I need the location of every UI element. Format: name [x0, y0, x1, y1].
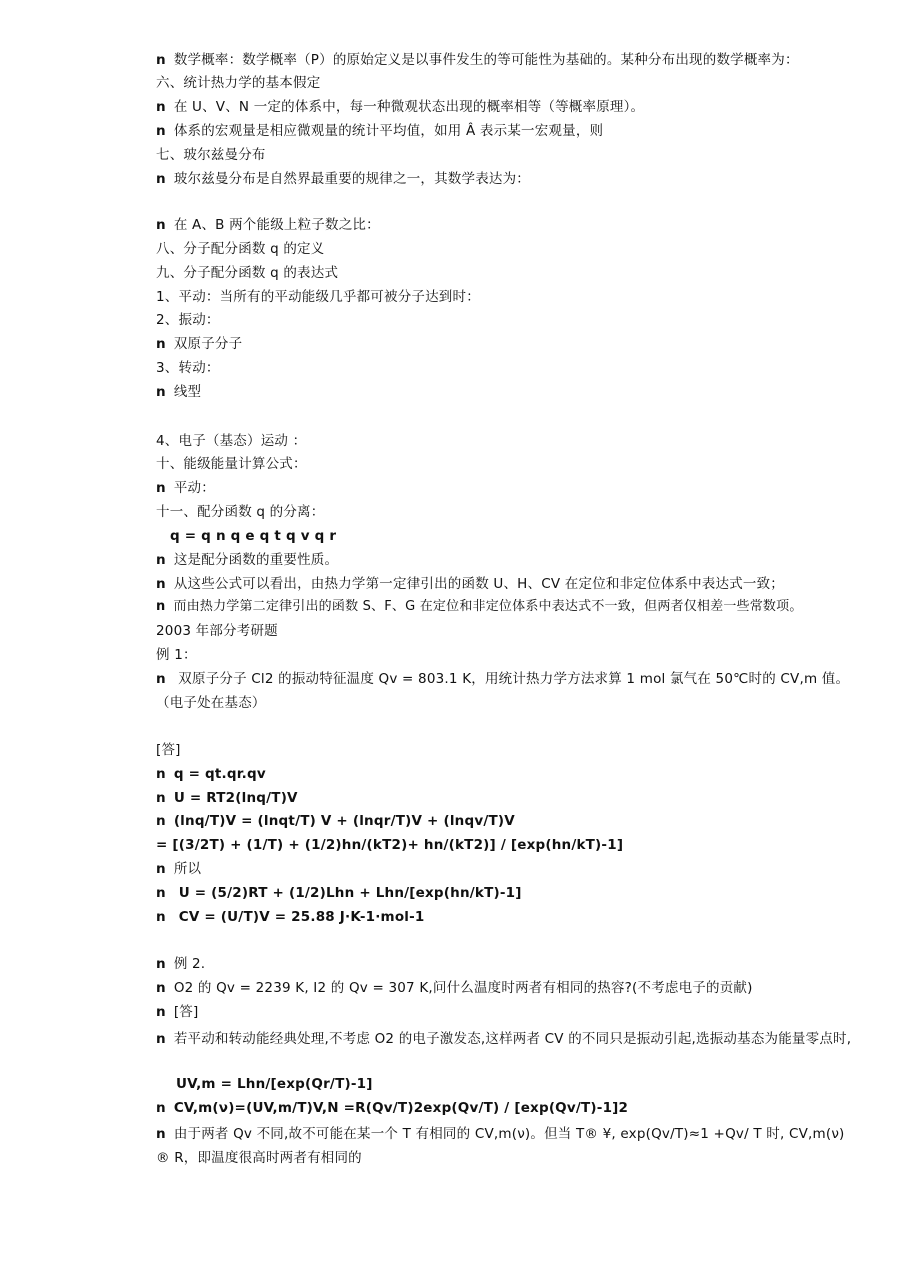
text-line: [156, 335, 856, 353]
bullet-marker: n: [156, 217, 166, 233]
bullet-marker: n: [156, 1004, 166, 1020]
line-text: UV,m = Lhn/[exp(Qr/T)-1]: [176, 1076, 373, 1092]
line-text: 3、转动：: [156, 360, 220, 376]
bullet-marker: n: [156, 813, 166, 829]
line-text: 十、能级能量计算公式：: [156, 456, 307, 472]
bullet-marker: n: [156, 552, 166, 568]
line-text: 1、平动：当所有的平动能级几乎都可被分子达到时：: [156, 289, 480, 305]
text-line: [156, 216, 856, 234]
line-text: O2 的 Qv = 2239 K, I2 的 Qv = 307 K,问什么温度时两者有相同的热容?(不考虑电子的贡献): [173, 980, 753, 996]
bullet-marker: n: [156, 980, 166, 996]
text-line: [156, 551, 856, 569]
line-text: 例 1：: [156, 647, 197, 663]
line-text: 所以: [173, 861, 202, 877]
line-text: [答]: [156, 742, 181, 758]
answer-label: [156, 1003, 856, 1021]
line-text: q = qt.qr.qv: [173, 766, 266, 782]
bullet-marker: n: [156, 99, 166, 115]
bullet-marker: n: [156, 766, 166, 782]
formula-line: [156, 1099, 856, 1117]
line-text: (lnq/T)V = (lnqt/T) V + (lnqr/T)V + (lnqv/T)V: [173, 813, 515, 829]
text-line: [156, 122, 856, 140]
text-line: [156, 694, 856, 712]
line-text: 数学概率：数学概率（P）的原始定义是以事件发生的等可能性为基础的。某种分布出现的数学概率为：: [173, 52, 799, 68]
line-text: （电子处在基态）: [156, 695, 266, 711]
formula-line: [176, 1075, 876, 1093]
bullet-marker: n: [156, 384, 166, 400]
bullet-marker: n: [156, 885, 166, 901]
line-text: CV,m(ν)=(UV,m/T)V,N =R(Qv/T)2exp(Qv/T) / [exp(Qv/T)-1]2: [173, 1100, 629, 1116]
text-line: [156, 98, 856, 116]
line-text: [答]: [173, 1004, 199, 1020]
subsection-heading: [156, 311, 856, 329]
formula-line: [170, 527, 870, 545]
line-text: 体系的宏观量是相应微观量的统计平均值，如用 Â 表示某一宏观量，则: [173, 123, 604, 139]
bullet-marker: n: [156, 52, 166, 68]
answer-label: [156, 741, 856, 759]
subsection-heading: [156, 359, 856, 377]
subsection-heading: [156, 432, 856, 450]
text-line: [156, 598, 856, 616]
line-text: 例 2.: [173, 956, 206, 972]
line-text: 八、分子配分函数 q 的定义: [156, 241, 325, 257]
line-text: 六、统计热力学的基本假定: [156, 75, 321, 91]
bullet-marker: n: [156, 1100, 166, 1116]
section-heading: [156, 503, 856, 521]
text-line: [156, 860, 856, 878]
section-heading: [156, 240, 856, 258]
text-line: [156, 575, 856, 593]
bullet-marker: n: [156, 336, 166, 352]
text-paragraph: [156, 1027, 856, 1051]
formula-line: [156, 765, 856, 783]
formula-line: [156, 812, 856, 830]
line-text: CV = (U/T)V = 25.88 J·K-1·mol-1: [173, 909, 425, 925]
example-heading: [156, 646, 856, 664]
line-text: 2003 年部分考研题: [156, 623, 278, 639]
formula-line: [156, 908, 856, 926]
bullet-marker: n: [156, 956, 166, 972]
line-text: 4、电子（基态）运动 ：: [156, 433, 307, 449]
section-heading: [156, 264, 856, 282]
line-text: 平动：: [173, 480, 215, 496]
line-text: 在 U、V、N 一定的体系中，每一种微观状态出现的概率相等（等概率原理）。: [173, 99, 645, 115]
formula-line: [156, 836, 856, 854]
bullet-marker: n: [156, 790, 166, 806]
line-text: 由于两者 Qv 不同,故不可能在某一个 T 有相同的 CV,m(ν)。但当 T® ¥, exp(Qv/T)≈1 +Qv/ T 时, CV,m(ν) ® R，即温度很高时两者有相同的: [156, 1126, 845, 1166]
bullet-marker: n: [156, 909, 166, 925]
bullet-marker: n: [156, 480, 166, 496]
text-line: [156, 383, 856, 401]
bullet-marker: n: [156, 671, 166, 687]
section-heading: [156, 622, 856, 640]
section-heading: [156, 74, 856, 92]
text-line: [156, 479, 856, 497]
bullet-marker: n: [156, 1031, 166, 1047]
bullet-marker: n: [156, 171, 166, 187]
line-text: 而由热力学第二定律引出的函数 S、F、G 在定位和非定位体系中表达式不一致，但两者仅相差一些常数项。: [173, 599, 803, 614]
line-text: 十一、配分函数 q 的分离：: [156, 504, 325, 520]
text-line: [156, 170, 856, 188]
text-line: [156, 51, 856, 69]
subsection-heading: [156, 288, 856, 306]
bullet-marker: n: [156, 599, 166, 614]
line-text: 双原子分子 Cl2 的振动特征温度 Qv = 803.1 K，用统计热力学方法求算 1 mol 氯气在 50℃时的 CV,m 值。: [173, 671, 850, 687]
line-text: U = (5/2)RT + (1/2)Lhn + Lhn/[exp(hn/kT)-1]: [173, 885, 522, 901]
example-heading: [156, 955, 856, 973]
text-line: [156, 670, 856, 688]
bullet-marker: n: [156, 576, 166, 592]
line-text: 从这些公式可以看出，由热力学第一定律引出的函数 U、H、CV 在定位和非定位体系中表达式一致；: [173, 576, 784, 592]
formula-line: [156, 789, 856, 807]
line-text: 若平动和转动能经典处理,不考虑 O2 的电子激发态,这样两者 CV 的不同只是振动引起,选振动基态为能量零点时,: [173, 1031, 852, 1047]
line-text: 线型: [173, 384, 202, 400]
line-text: = [(3/2T) + (1/T) + (1/2)hn/(kT2)+ hn/(kT2)] / [exp(hn/kT)-1]: [156, 837, 624, 853]
line-text: 玻尔兹曼分布是自然界最重要的规律之一，其数学表达为：: [173, 171, 531, 187]
line-text: 这是配分函数的重要性质。: [173, 552, 339, 568]
line-text: U = RT2(lnq/T)V: [173, 790, 298, 806]
bullet-marker: n: [156, 1126, 166, 1142]
line-text: 2、振动：: [156, 312, 220, 328]
line-text: 七、玻尔兹曼分布: [156, 147, 266, 163]
line-text: 双原子分子: [173, 336, 243, 352]
bullet-marker: n: [156, 861, 166, 877]
text-paragraph: [156, 1122, 856, 1170]
bullet-marker: n: [156, 123, 166, 139]
text-line: [156, 979, 856, 997]
formula-line: [156, 884, 856, 902]
line-text: q = q n q e q t q v q r: [170, 528, 337, 544]
line-text: 九、分子配分函数 q 的表达式: [156, 265, 339, 281]
section-heading: [156, 146, 856, 164]
line-text: 在 A、B 两个能级上粒子数之比：: [173, 217, 380, 233]
section-heading: [156, 455, 856, 473]
